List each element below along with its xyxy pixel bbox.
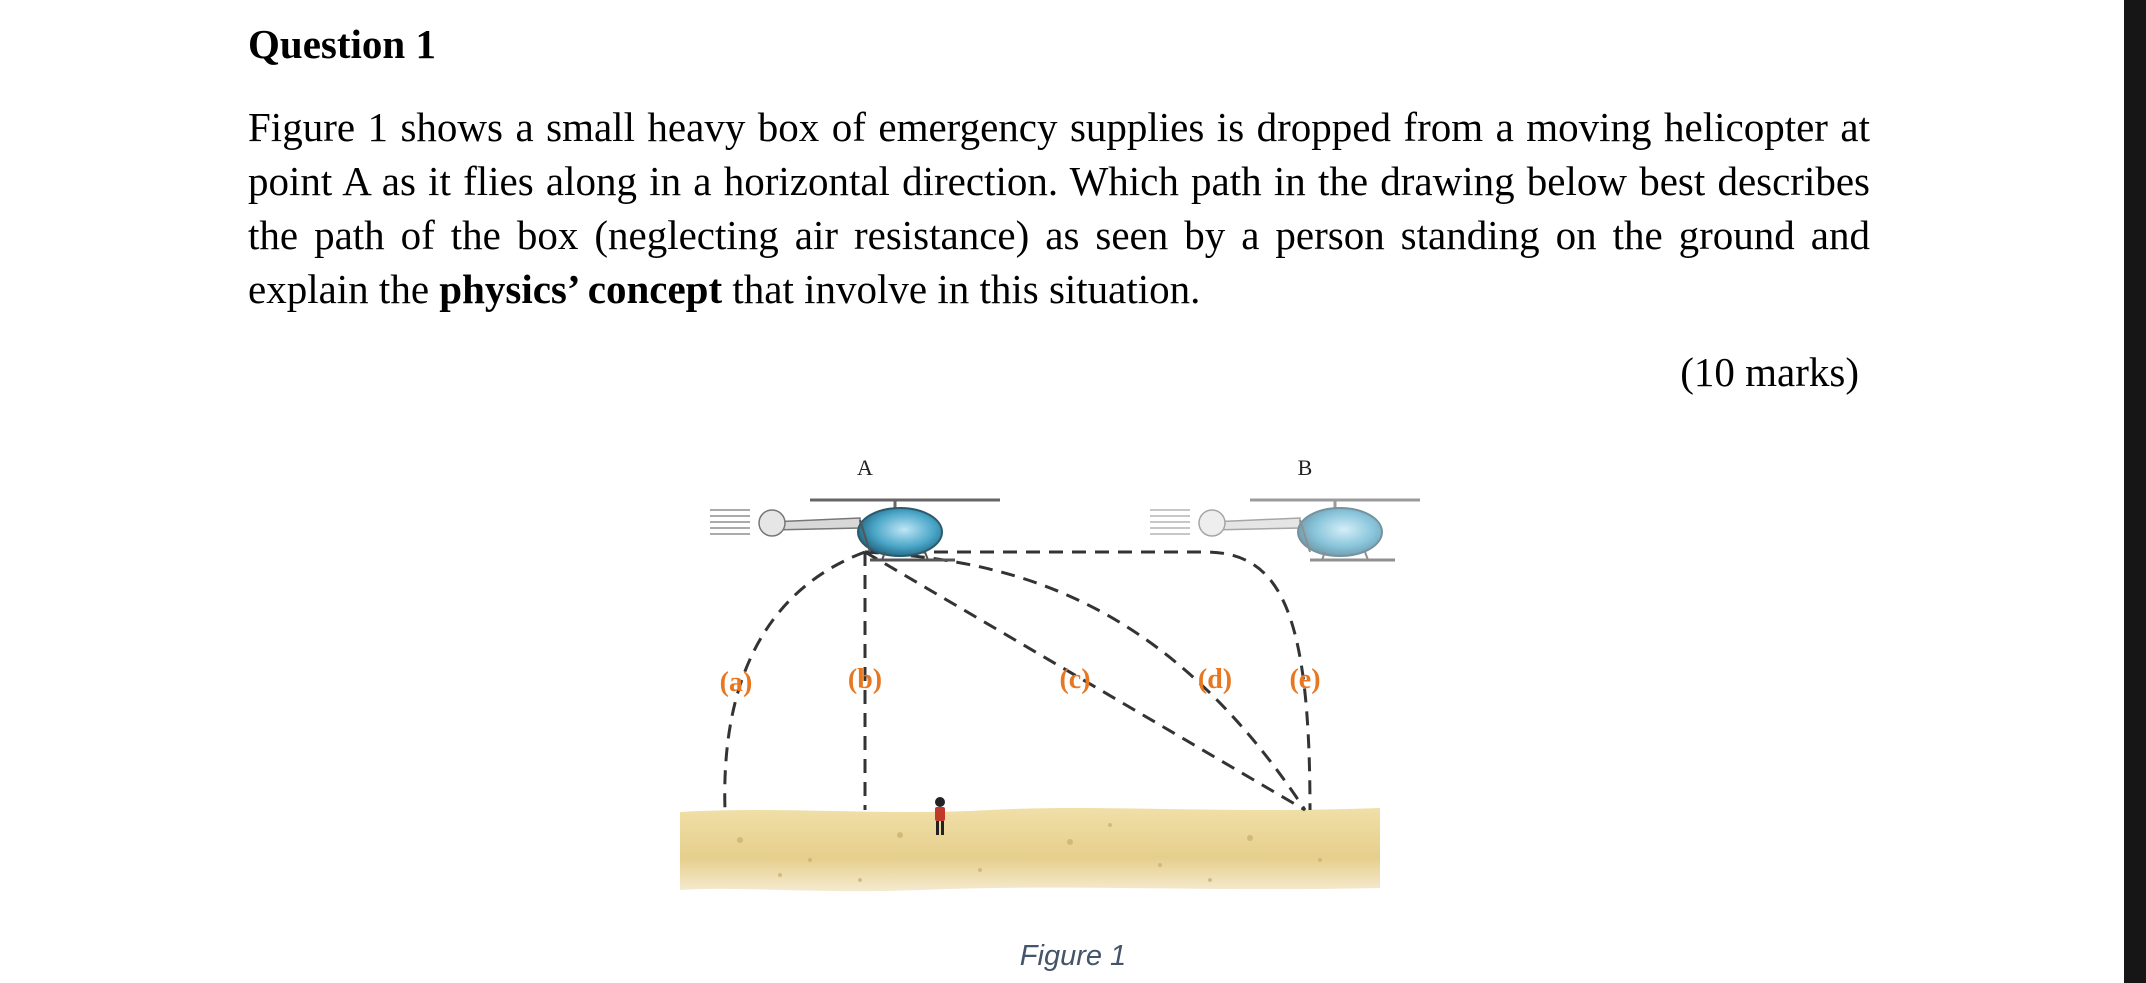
question-text-bold: physics’ concept bbox=[439, 266, 723, 312]
path-label-d: (d) bbox=[1197, 664, 1233, 695]
question-text-start: Figure 1 shows a small heavy box of emergency supplies is dropped from a moving helicopter at point A as it flies along in a horizontal direction. Which path in the drawing below best describes the path of the box (neglecting air resistance) as seen by a person standing on the ground and explain the bbox=[248, 104, 1870, 312]
marks-label: (10 marks) bbox=[1680, 349, 1859, 395]
question-heading: Question 1 bbox=[248, 21, 436, 67]
figure-diagram bbox=[660, 440, 1420, 900]
point-a-label: A bbox=[857, 455, 873, 480]
figure-caption: Figure 1 bbox=[1019, 940, 1127, 972]
question-text bbox=[248, 100, 1870, 316]
ground bbox=[680, 808, 1380, 891]
question-text-end: that involve in this situation. bbox=[722, 266, 1201, 312]
path-label-a: (a) bbox=[719, 667, 753, 698]
scrollbar[interactable] bbox=[2124, 0, 2146, 983]
path-label-c: (c) bbox=[1059, 664, 1091, 695]
path-label-e: (e) bbox=[1289, 664, 1321, 695]
point-b-label: B bbox=[1297, 455, 1313, 480]
path-label-b: (b) bbox=[847, 664, 883, 695]
helicopter-icon bbox=[710, 500, 1000, 560]
